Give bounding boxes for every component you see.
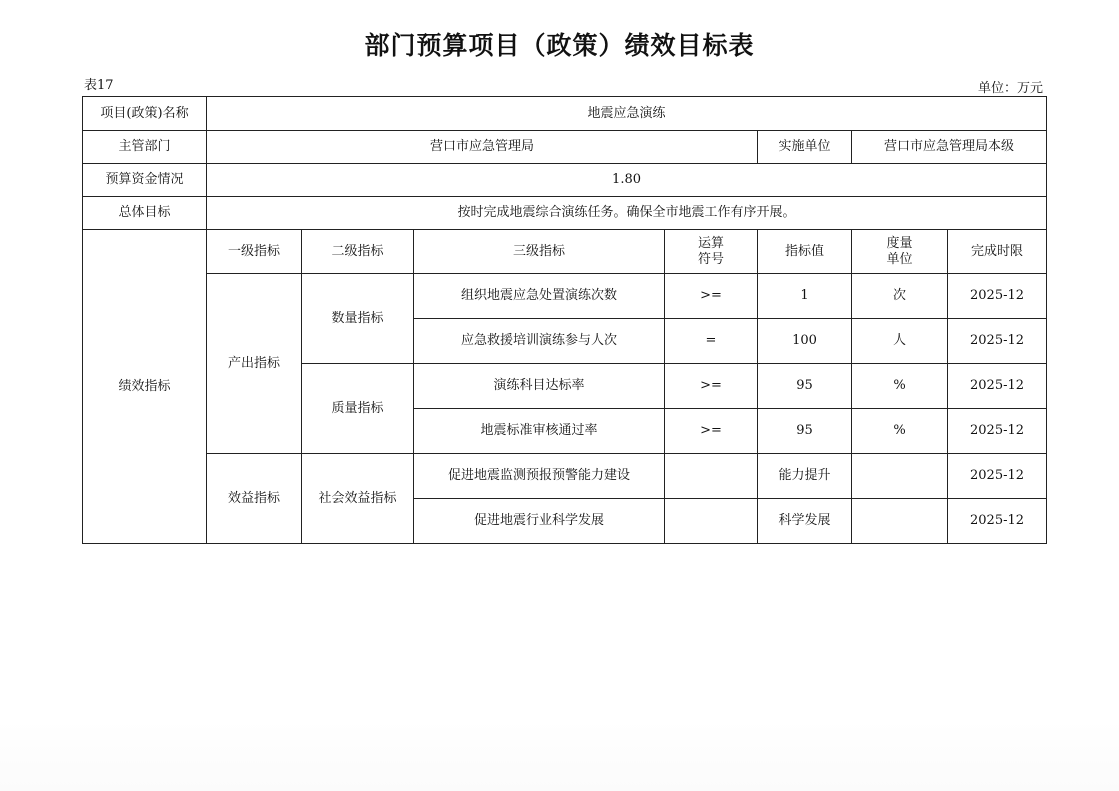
indicator-operator: >=: [665, 409, 758, 454]
indicator-deadline: 2025-12: [948, 409, 1047, 454]
overall-goal-value: 按时完成地震综合演练任务。确保全市地震工作有序开展。: [207, 197, 1047, 230]
indicator-name: 促进地震监测预报预警能力建设: [414, 454, 665, 499]
indicator-value: 科学发展: [758, 499, 852, 544]
indicator-operator: >=: [665, 364, 758, 409]
indicator-value: 能力提升: [758, 454, 852, 499]
row-overall-goal: [83, 197, 1047, 230]
indicator-header-row: [83, 230, 1047, 274]
performance-goal-table: [82, 96, 1047, 544]
indicator-name: 演练科目达标率: [414, 364, 665, 409]
indicator-deadline: 2025-12: [948, 319, 1047, 364]
indicator-name: 应急救援培训演练参与人次: [414, 319, 665, 364]
indicator-deadline: 2025-12: [948, 454, 1047, 499]
performance-indicators-label: 绩效指标: [83, 230, 207, 544]
indicator-unit: 人: [852, 319, 948, 364]
unit-label: 单位：万元: [977, 81, 1043, 96]
row-budget: [83, 164, 1047, 197]
indicator-deadline: 2025-12: [948, 499, 1047, 544]
indicator-unit: [852, 499, 948, 544]
indicator-name: 地震标准审核通过率: [414, 409, 665, 454]
row-project-name: [83, 97, 1047, 131]
header-level2: 二级指标: [302, 230, 414, 274]
indicator-value: 100: [758, 319, 852, 364]
project-name-label: 项目(政策)名称: [83, 97, 207, 131]
group-quality: 质量指标: [302, 364, 414, 454]
indicator-unit: 次: [852, 274, 948, 319]
overall-goal-label: 总体目标: [83, 197, 207, 230]
header-operator: 运算 符号: [665, 230, 758, 274]
header-deadline: 完成时限: [948, 230, 1047, 274]
group-quantity: 数量指标: [302, 274, 414, 364]
budget-label: 预算资金情况: [83, 164, 207, 197]
indicator-deadline: 2025-12: [948, 364, 1047, 409]
indicator-name: 促进地震行业科学发展: [414, 499, 665, 544]
indicator-value: 95: [758, 364, 852, 409]
table-number: 表17: [84, 78, 114, 93]
project-name-value: 地震应急演练: [207, 97, 1047, 131]
indicator-operator: =: [665, 319, 758, 364]
row-department: [83, 131, 1047, 164]
department-label: 主管部门: [83, 131, 207, 164]
implementing-unit-value: 营口市应急管理局本级: [852, 131, 1047, 164]
indicator-operator: [665, 499, 758, 544]
page-bottom-margin: [0, 720, 1119, 791]
table-row: [83, 454, 1047, 499]
table-row: [83, 274, 1047, 319]
implementing-unit-label: 实施单位: [758, 131, 852, 164]
page-title: 部门预算项目（政策）绩效目标表: [364, 31, 755, 60]
indicator-unit: [852, 454, 948, 499]
indicator-value: 95: [758, 409, 852, 454]
group-benefit: 效益指标: [207, 454, 302, 544]
indicator-unit: %: [852, 364, 948, 409]
indicator-value: 1: [758, 274, 852, 319]
indicator-deadline: 2025-12: [948, 274, 1047, 319]
indicator-unit: %: [852, 409, 948, 454]
header-unit: 度量 单位: [852, 230, 948, 274]
group-output: 产出指标: [207, 274, 302, 454]
indicator-operator: [665, 454, 758, 499]
indicator-name: 组织地震应急处置演练次数: [414, 274, 665, 319]
group-social-benefit: 社会效益指标: [302, 454, 414, 544]
indicator-operator: >=: [665, 274, 758, 319]
header-level1: 一级指标: [207, 230, 302, 274]
budget-value: 1.80: [207, 164, 1047, 197]
header-level3: 三级指标: [414, 230, 665, 274]
header-value: 指标值: [758, 230, 852, 274]
department-value: 营口市应急管理局: [207, 131, 758, 164]
